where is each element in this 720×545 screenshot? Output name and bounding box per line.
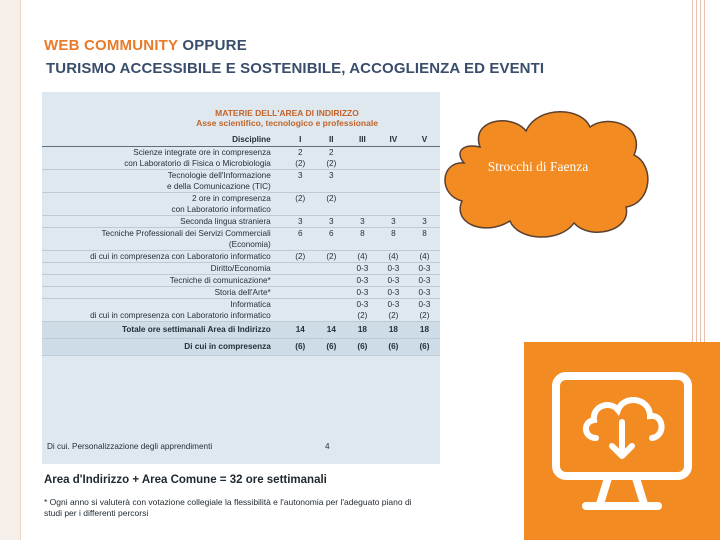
table-row xyxy=(42,181,440,193)
discipline-label: Scienze integrate ore in compresenza xyxy=(133,147,271,157)
total-value: 18 xyxy=(409,322,440,339)
discipline-label: Seconda lingua straniera xyxy=(42,216,285,228)
table-row xyxy=(42,263,440,275)
hours-cell xyxy=(316,239,347,251)
hours-cell xyxy=(316,181,347,193)
compresenza-value: (6) xyxy=(409,339,440,356)
column-header: III xyxy=(347,134,378,147)
hours-cell: (4) xyxy=(347,251,378,263)
table-body xyxy=(42,147,440,322)
hours-cell: (2) xyxy=(409,310,440,322)
hours-cell xyxy=(347,204,378,216)
table-row xyxy=(42,228,440,240)
left-frame-border xyxy=(0,0,21,540)
hours-cell: 0-3 xyxy=(378,287,409,299)
hours-cell: (2) xyxy=(295,193,306,203)
hours-cell xyxy=(378,147,409,159)
hours-cell: 6 xyxy=(329,228,334,238)
slide-title xyxy=(44,37,247,54)
discipline-label: Storia dell'Arte* xyxy=(42,287,285,299)
hours-cell: 3 xyxy=(329,170,334,180)
hours-cell: (2) xyxy=(285,251,316,263)
hours-summary: Area d'Indirizzo + Area Comune = 32 ore settimanali xyxy=(44,474,327,486)
hours-cell xyxy=(285,181,316,193)
cloud-download-monitor-icon xyxy=(524,342,720,540)
table-row xyxy=(42,287,440,299)
subjects-table xyxy=(42,134,440,356)
discipline-label: Tecniche Professionali dei Servizi Commerciali xyxy=(101,228,271,238)
hours-cell xyxy=(316,287,347,299)
column-header: Discipline xyxy=(42,134,285,147)
hours-cell xyxy=(378,170,409,182)
compresenza-value: (6) xyxy=(316,339,347,356)
callout-text: Strocchi di Faenza xyxy=(487,159,589,174)
title-connector: OPPURE xyxy=(182,37,247,54)
discipline-label: con Laboratorio di Fisica o Microbiologia xyxy=(42,158,285,170)
hours-cell: 0-3 xyxy=(347,275,378,287)
hours-cell: (4) xyxy=(378,251,409,263)
table-row xyxy=(42,216,440,228)
hours-cell xyxy=(285,310,316,322)
subjects-table-panel xyxy=(42,92,440,464)
table-row xyxy=(42,170,440,182)
hours-cell: 0-3 xyxy=(378,263,409,275)
hours-cell xyxy=(285,287,316,299)
hours-cell xyxy=(316,299,347,311)
table-row xyxy=(42,251,440,263)
column-header: I xyxy=(285,134,316,147)
discipline-label: di cui in compresenza con Laboratorio informatico xyxy=(42,310,285,322)
total-value: 18 xyxy=(347,322,378,339)
hours-cell: (2) xyxy=(316,158,347,170)
hours-cell xyxy=(409,181,440,193)
hours-cell xyxy=(316,204,347,216)
compresenza-value: (6) xyxy=(378,339,409,356)
hours-cell: 8 xyxy=(422,228,427,238)
hours-cell: 3 xyxy=(297,170,303,180)
hours-cell xyxy=(285,275,316,287)
hours-cell: (2) xyxy=(378,310,409,322)
hours-cell xyxy=(409,193,440,205)
hours-cell: 2 xyxy=(329,147,334,157)
hours-cell xyxy=(347,181,378,193)
hours-cell: 3 xyxy=(285,216,316,228)
hours-cell xyxy=(316,263,347,275)
hours-cell xyxy=(316,310,347,322)
discipline-label: di cui in compresenza con Laboratorio informatico xyxy=(42,251,285,263)
compresenza-label: Di cui in compresenza xyxy=(42,339,285,356)
hours-cell xyxy=(409,239,440,251)
hours-cell: 6 xyxy=(297,228,303,238)
hours-cell: (2) xyxy=(326,193,337,203)
hours-cell: 0-3 xyxy=(387,299,400,309)
cloud-download-tile[interactable] xyxy=(524,342,720,540)
hours-cell: 8 xyxy=(391,228,396,238)
hours-cell xyxy=(378,239,409,251)
hours-cell xyxy=(378,204,409,216)
total-value: 18 xyxy=(378,322,409,339)
hours-cell: (2) xyxy=(316,251,347,263)
hours-cell xyxy=(409,204,440,216)
table-row xyxy=(42,204,440,216)
table-row xyxy=(42,158,440,170)
discipline-label: Tecnologie dell'Informazione xyxy=(167,170,271,180)
hours-cell xyxy=(378,158,409,170)
hours-cell xyxy=(409,170,440,182)
hours-cell: (2) xyxy=(285,158,316,170)
hours-cell xyxy=(347,193,378,205)
table-title: MATERIE DELL'AREA DI INDIRIZZO xyxy=(215,108,359,118)
discipline-label: con Laboratorio informatico xyxy=(42,204,285,216)
hours-cell xyxy=(347,147,378,159)
discipline-label: 2 ore in compresenza xyxy=(192,193,271,203)
slide-subtitle: TURISMO ACCESSIBILE E SOSTENIBILE, ACCOGLIENZA ED EVENTI xyxy=(46,60,545,77)
hours-cell xyxy=(285,299,316,311)
hours-cell xyxy=(347,158,378,170)
table-row xyxy=(42,299,440,311)
table-row xyxy=(42,310,440,322)
table-header-row xyxy=(42,134,440,147)
total-label: Totale ore settimanali Area di Indirizzo xyxy=(42,322,285,339)
hours-cell: 0-3 xyxy=(356,299,369,309)
footnote: * Ogni anno si valuterà con votazione collegiale la flessibilità e l'autonomia per l'adeguato piano di studi per i differenti percorsi xyxy=(44,497,412,518)
hours-cell: 2 xyxy=(297,147,303,157)
hours-cell xyxy=(409,147,440,159)
discipline-label: e della Comunicazione (TIC) xyxy=(42,181,285,193)
personalizzazione-label: Di cui. Personalizzazione degli apprendimenti xyxy=(47,442,213,451)
hours-cell: 0-3 xyxy=(347,263,378,275)
hours-cell xyxy=(378,193,409,205)
discipline-label: Tecniche di comunicazione* xyxy=(42,275,285,287)
hours-cell xyxy=(316,275,347,287)
table-row xyxy=(42,239,440,251)
hours-cell xyxy=(347,170,378,182)
hours-cell: 3 xyxy=(378,216,409,228)
hours-cell xyxy=(285,263,316,275)
hours-cell: 3 xyxy=(409,216,440,228)
title-highlight: WEB COMMUNITY xyxy=(44,37,178,54)
hours-cell xyxy=(409,158,440,170)
compresenza-value: (6) xyxy=(347,339,378,356)
total-value: 14 xyxy=(316,322,347,339)
hours-cell: 0-3 xyxy=(347,287,378,299)
table-header xyxy=(137,108,437,128)
hours-cell: 0-3 xyxy=(409,275,440,287)
hours-cell xyxy=(378,181,409,193)
personalizzazione-value: 4 xyxy=(325,442,330,451)
column-header: IV xyxy=(378,134,409,147)
hours-cell: 0-3 xyxy=(378,275,409,287)
hours-cell: (4) xyxy=(409,251,440,263)
hours-cell: 0-3 xyxy=(418,299,431,309)
hours-cell: 3 xyxy=(347,216,378,228)
hours-cell: (2) xyxy=(347,310,378,322)
compresenza-value: (6) xyxy=(285,339,316,356)
discipline-label: Informatica xyxy=(230,299,271,309)
hours-cell: 0-3 xyxy=(409,287,440,299)
column-header: II xyxy=(316,134,347,147)
table-subtitle: Asse scientifico, tecnologico e professionale xyxy=(196,118,378,128)
compresenza-row xyxy=(42,339,440,356)
total-value: 14 xyxy=(285,322,316,339)
discipline-label: (Economia) xyxy=(42,239,285,251)
table-row xyxy=(42,193,440,205)
table-row xyxy=(42,147,440,159)
hours-cell xyxy=(285,204,316,216)
total-row xyxy=(42,322,440,339)
hours-cell xyxy=(285,239,316,251)
hours-cell: 0-3 xyxy=(409,263,440,275)
discipline-label: Diritto/Economia xyxy=(42,263,285,275)
hours-cell: 8 xyxy=(360,228,365,238)
column-header: V xyxy=(409,134,440,147)
hours-cell: 3 xyxy=(316,216,347,228)
hours-cell xyxy=(347,239,378,251)
table-row xyxy=(42,275,440,287)
